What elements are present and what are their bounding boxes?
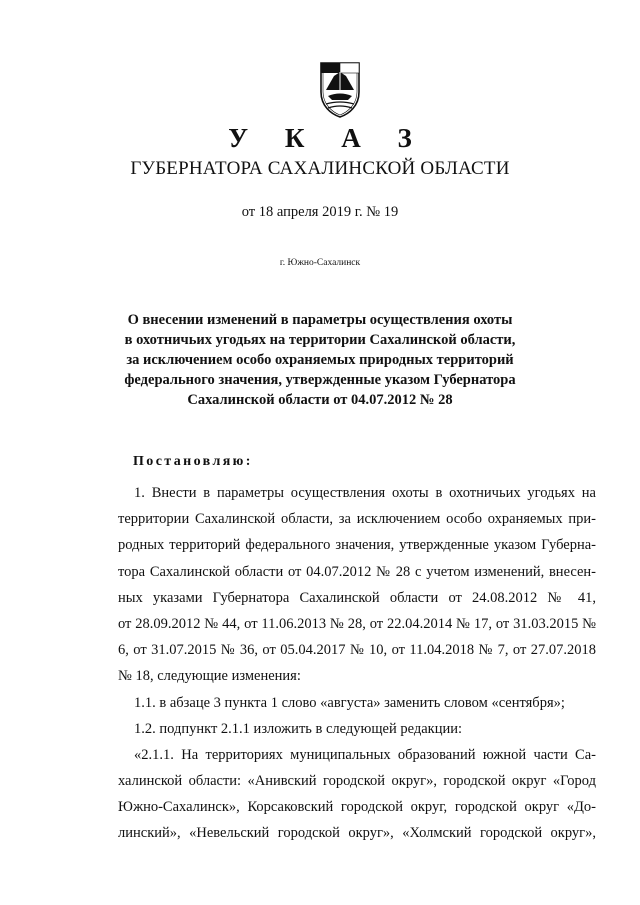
body-line: 1. Внести в параметры осуществления охоты в охотничьих угодьях на bbox=[134, 485, 596, 501]
body-line: «2.1.1. На территориях муниципальных образований южной части Са- bbox=[134, 746, 596, 763]
body-line: от 28.09.2012 № 44, от 11.06.2013 № 28, от 22.04.2014 № 17, от 31.03.2015 № bbox=[118, 615, 596, 632]
decree-word: Постановляю: bbox=[133, 454, 253, 469]
body-line: 1.2. подпункт 2.1.1 изложить в следующей редакции: bbox=[134, 720, 463, 737]
sakhalin-coat-of-arms-icon bbox=[318, 60, 362, 118]
body-line: территории Сахалинской области, за исключением особо охраняемых при- bbox=[118, 511, 596, 528]
document-title: У К А З bbox=[228, 123, 427, 153]
document-date-number: от 18 апреля 2019 г. № 19 bbox=[241, 204, 399, 220]
body-line: 1.1. в абзаце 3 пункта 1 слово «августа» заменить словом «сентября»; bbox=[134, 694, 565, 711]
body-line: линский», «Невельский городской округ», «Холмский городской округ», bbox=[118, 825, 596, 842]
body-line: халинской области: «Анивский городской округ», городской округ «Город bbox=[118, 773, 596, 790]
document-issuer: ГУБЕРНАТОРА САХАЛИНСКОЙ ОБЛАСТИ bbox=[130, 158, 510, 179]
document-body bbox=[118, 480, 596, 847]
document-city: г. Южно-Сахалинск bbox=[279, 258, 361, 268]
body-line: родных территорий федерального значения, утвержденные указом Губерна- bbox=[118, 537, 596, 554]
heading-line: федерального значения, утвержденные указом Губернатора bbox=[124, 372, 516, 388]
body-line: Южно-Сахалинск», Корсаковский городской округ, городской округ «До- bbox=[118, 799, 596, 816]
heading-line: О внесении изменений в параметры осуществления охоты bbox=[127, 312, 513, 328]
heading-line: Сахалинской области от 04.07.2012 № 28 bbox=[187, 392, 453, 408]
document-heading bbox=[100, 310, 540, 410]
heading-line: в охотничьих угодьях на территории Сахалинской области, bbox=[124, 332, 516, 348]
body-line: 6, от 31.07.2015 № 36, от 05.04.2017 № 10, от 11.04.2018 № 7, от 27.07.2018 bbox=[118, 642, 596, 659]
body-line: ных указами Губернатора Сахалинской области от 24.08.2012 № 41, bbox=[118, 589, 596, 606]
body-line: тора Сахалинской области от 04.07.2012 № 28 с учетом изменений, внесен- bbox=[118, 563, 596, 580]
heading-line: за исключением особо охраняемых природных территорий bbox=[126, 352, 514, 368]
body-line: № 18, следующие изменения: bbox=[118, 668, 301, 685]
